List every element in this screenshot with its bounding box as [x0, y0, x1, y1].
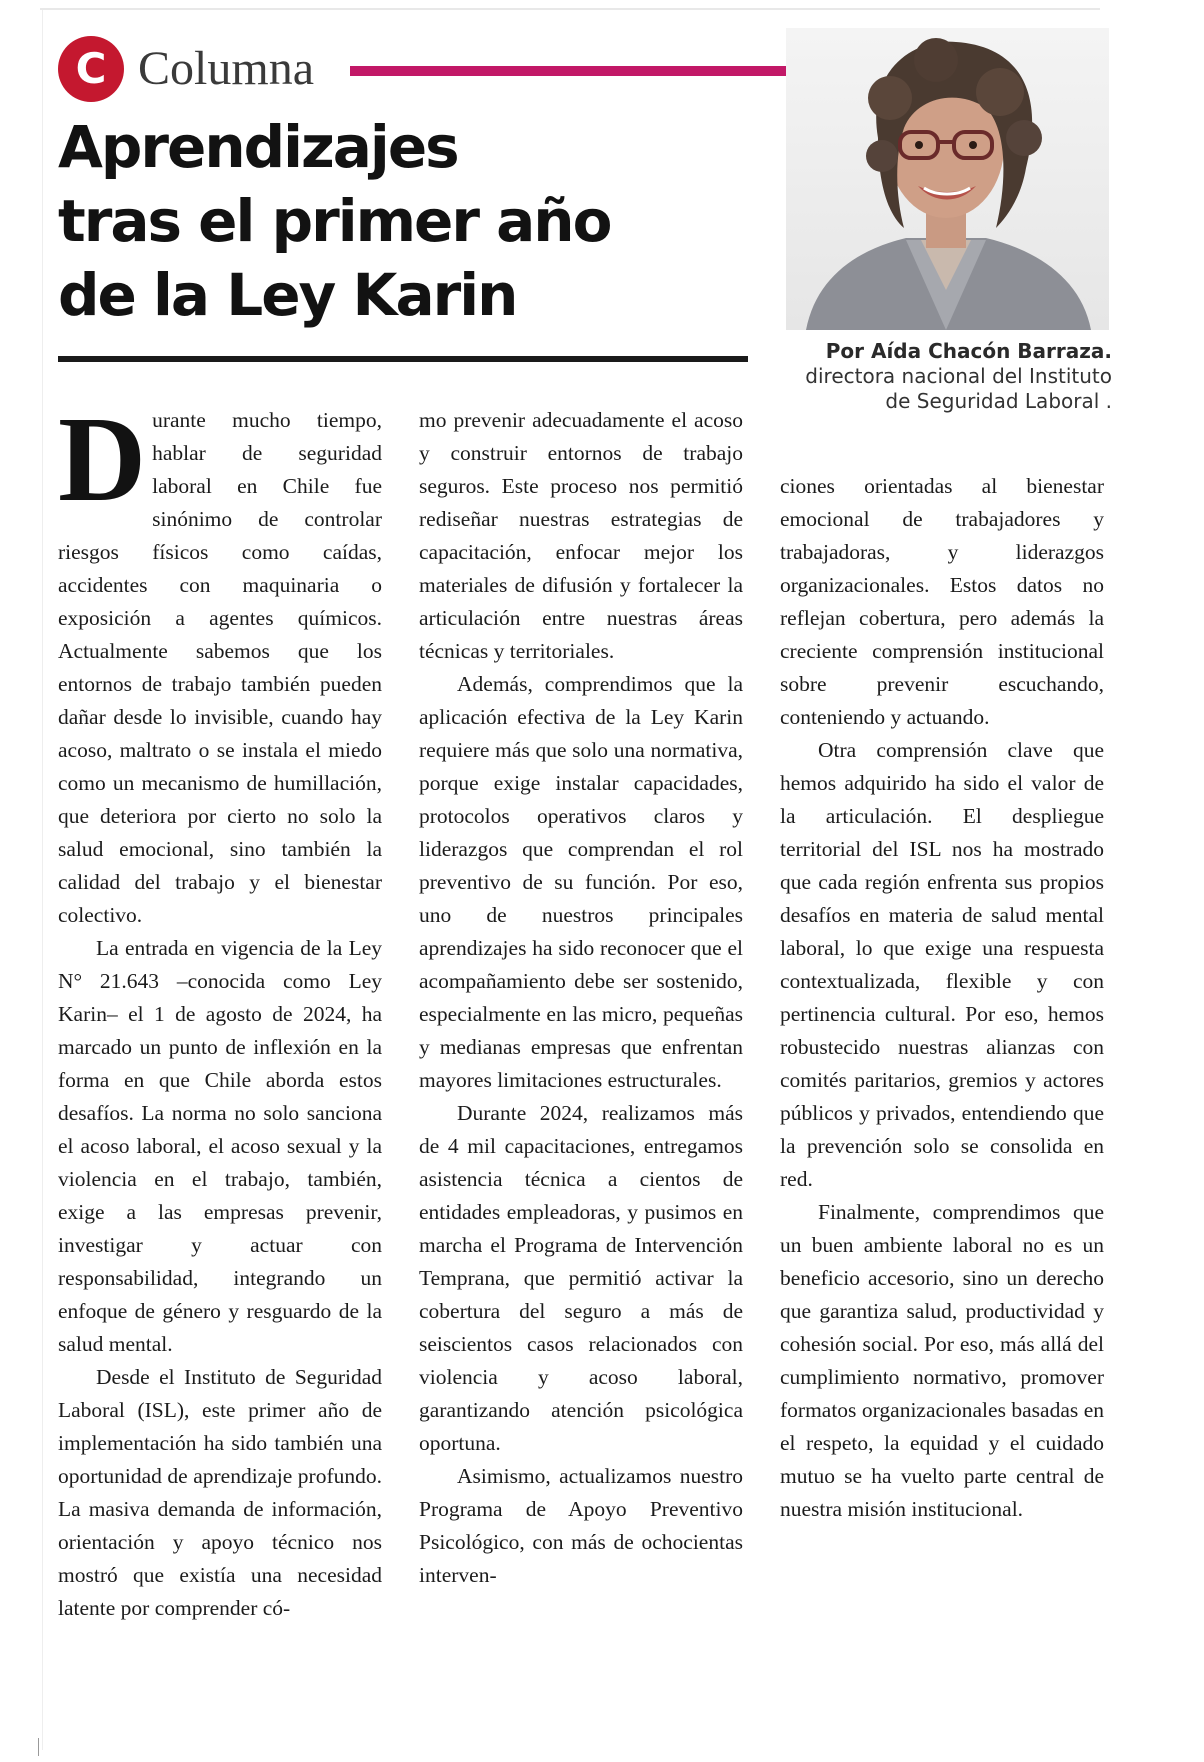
author-name: Por Aída Chacón Barraza. [825, 339, 1112, 363]
article-column-2 [419, 404, 743, 1592]
article-paragraph: ciones orientadas al bienestar emocional de trabajadores y trabajadoras, y liderazgos organizacionales. Estos datos no reflejan cobertura, pero además la creciente comprensión institucional sobre prevenir escuchando, conteniendo y actuando. [780, 474, 1104, 729]
author-photo [786, 28, 1109, 330]
headline-line: de la Ley Karin [58, 261, 517, 329]
author-role: directora nacional del Instituto [805, 364, 1112, 388]
section-badge: C [58, 36, 124, 102]
article-paragraph: Además, comprendimos que la aplicación efectiva de la Ley Karin requiere más que solo una normativa, porque exige instalar capacidades, protocolos operativos claros y liderazgos que comprendan el rol preventivo de su función. Por eso, uno de nuestros principales aprendizajes ha sido reconocer que el acompañamiento debe ser sostenido, especialmente en las micro, pequeñas y medianas empresas que enfrentan mayores limitaciones estructurales. [419, 672, 743, 1092]
section-header [58, 30, 788, 100]
article-paragraph: La entrada en vigencia de la Ley N° 21.643 –conocida como Ley Karin– el 1 de agosto de 2024, ha marcado un punto de inflexión en la forma en que Chile aborda estos desafíos. La norma no solo sanciona el acoso laboral, el acoso sexual y la violencia en el trabajo, también, exige a las empresas prevenir, investigar y actuar con responsabilidad, integrando un enfoque de género y resguardo de la salud mental. [58, 936, 382, 1356]
paragraph-text: urante mucho tiempo, hablar de seguridad laboral en Chile fue sinónimo de controlar riesgos físicos como caídas, accidentes con maquinaria o exposición a agentes químicos. Actualmente sabemos que los entornos de trabajo también pueden dañar desde lo invisible, cuando hay acoso, maltrato o se instala el miedo como un mecanismo de humillación, que deteriora por cierto no solo la salud emocional, sino también la calidad del trabajo y el bienestar colectivo. [58, 408, 382, 927]
article-paragraph: Otra comprensión clave que hemos adquirido ha sido el valor de la articulación. El despliegue territorial del ISL nos ha mostrado que cada región enfrenta sus propios desafíos en materia de salud mental laboral, lo que exige una respuesta contextualizada, flexible y con pertinencia cultural. Por eso, hemos robustecido nuestras alianzas con comités paritarios, gremios y actores públicos y privados, entendiendo que la prevención solo se consolida en red. [780, 738, 1104, 1191]
headline-rule [58, 356, 748, 362]
headline-line: tras el primer año [58, 187, 611, 255]
headline-line: Aprendizajes [58, 113, 458, 181]
author-role: de Seguridad Laboral . [885, 389, 1112, 413]
top-rule [40, 8, 1100, 10]
article-paragraph: Finalmente, comprendimos que un buen ambiente laboral no es un beneficio accesorio, sino un derecho que garantiza salud, productividad y cohesión social. Por eso, más allá del cumplimiento normativo, promover formatos organizacionales basadas en el respeto, la equidad y el cuidado mutuo se ha vuelto parte central de nuestra misión institucional. [780, 1200, 1104, 1521]
article-paragraph [58, 392, 382, 932]
article-paragraph: mo prevenir adecuadamente el acoso y construir entornos de trabajo seguros. Este proceso nos permitió rediseñar nuestras estrategias de capacitación, enfocar mejor los materiales de difusión y fortalecer la articulación entre nuestras áreas técnicas y territoriales. [419, 408, 743, 663]
article-paragraph: Durante 2024, realizamos más de 4 mil capacitaciones, entregamos asistencia técnica a cientos de entidades empleadoras, y pusimos en marcha el Programa de Intervención Temprana, que permitió activar la cobertura del seguro a más de seiscientos casos relacionados con violencia y acoso laboral, garantizando atención psicológica oportuna. [419, 1101, 743, 1455]
article-paragraph: Asimismo, actualizamos nuestro Programa de Apoyo Preventivo Psicológico, con más de ochocientas interven- [419, 1464, 743, 1587]
article-column-3 [780, 470, 1104, 1526]
section-accent-bar [350, 66, 788, 76]
article-paragraph: Desde el Instituto de Seguridad Laboral (ISL), este primer año de implementación ha sido también una oportunidad de aprendizaje profundo. La masiva demanda de información, orientación y apoyo técnico nos mostró que existía una necesidad latente por comprender có- [58, 1365, 382, 1620]
headline [58, 110, 758, 332]
section-label: Columna [138, 42, 314, 95]
author-byline [805, 338, 1112, 414]
article-column-1 [58, 392, 382, 1625]
bottom-mark [38, 1738, 39, 1756]
left-rule [42, 10, 43, 1750]
drop-cap: D [58, 392, 147, 527]
